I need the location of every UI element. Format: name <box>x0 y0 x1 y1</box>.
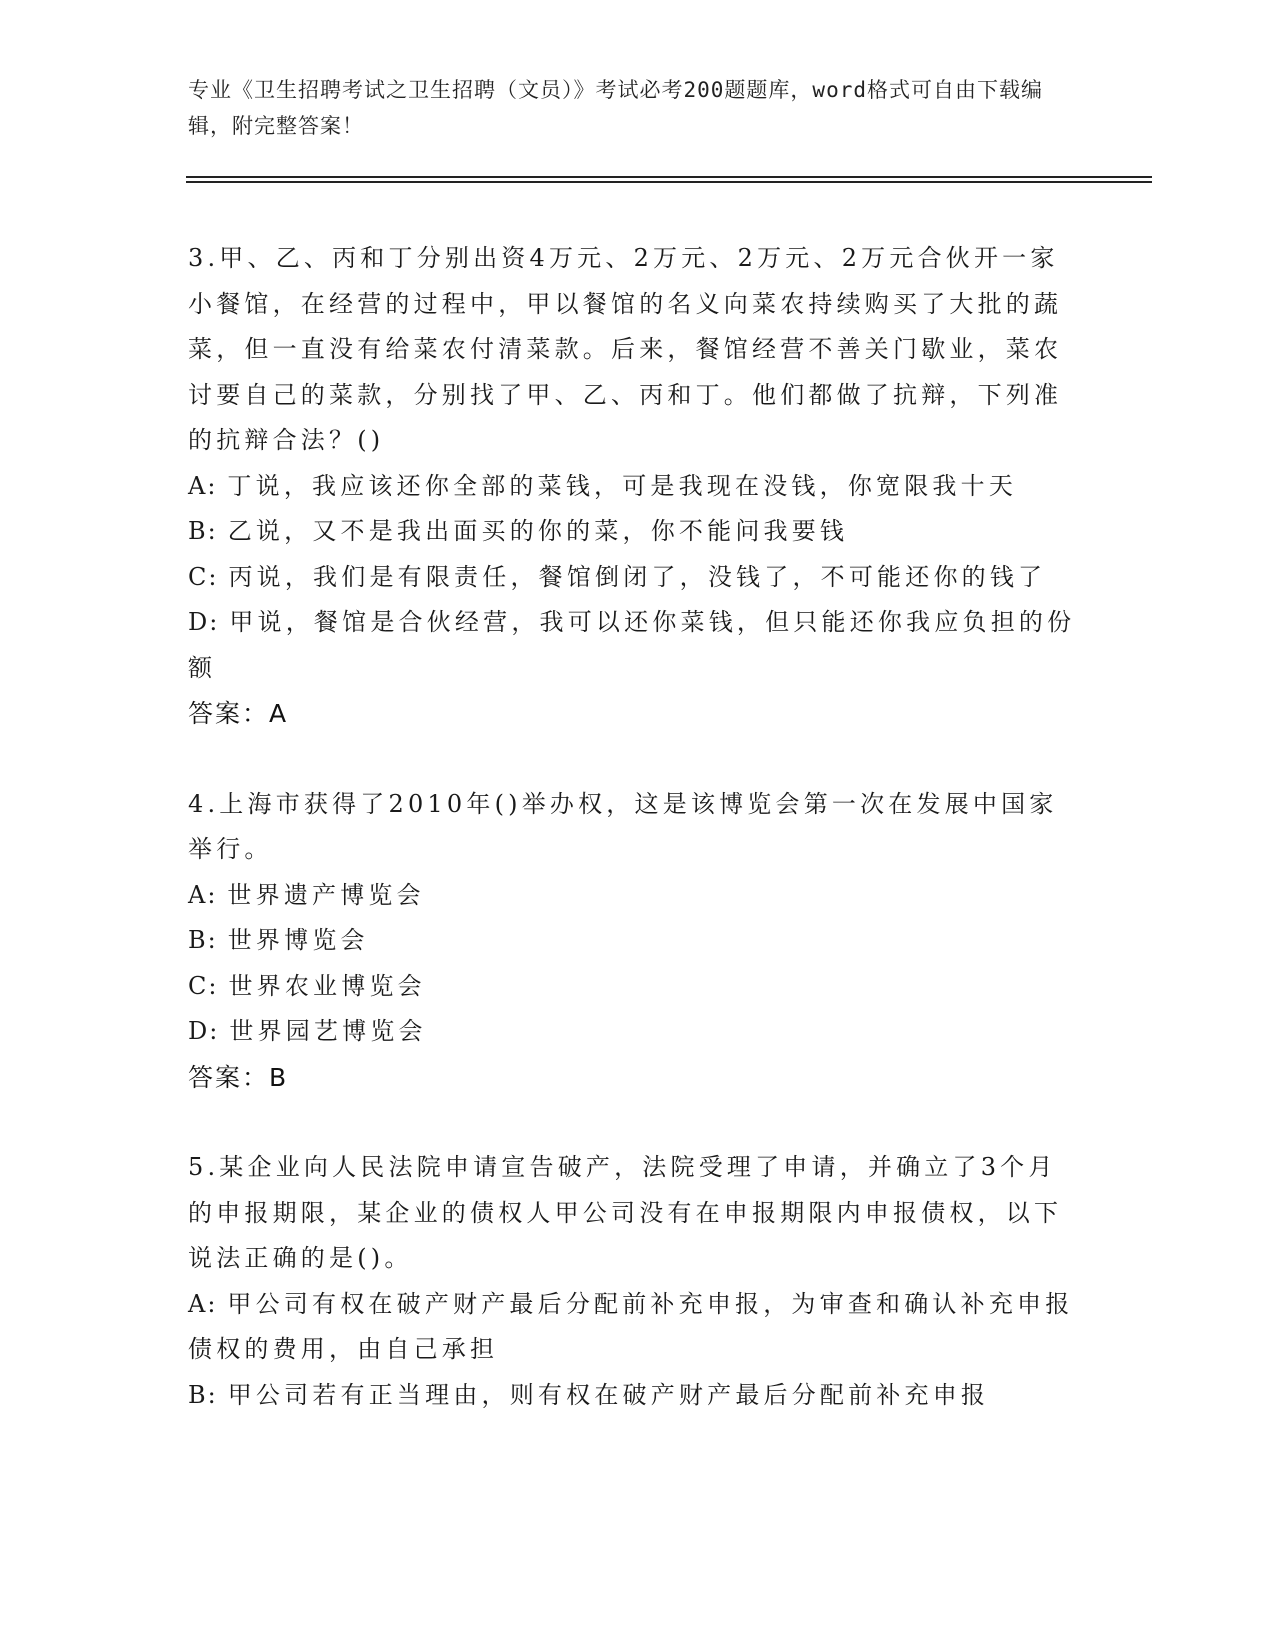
header-divider-top <box>186 176 1152 178</box>
question-item <box>188 782 1078 1101</box>
question-item <box>188 236 1078 737</box>
option-a <box>188 1282 1078 1373</box>
option-d <box>188 1009 1078 1055</box>
option-text: 世界园艺博览会 <box>229 1017 427 1045</box>
option-key: C: <box>188 971 219 1000</box>
question-text: 5.某企业向人民法院申请宣告破产，法院受理了申请，并确立了3个月的申报期限，某企业的债权人甲公司没有在申报期限内申报债权，以下说法正确的是()。 <box>188 1153 1063 1272</box>
option-text: 丁说，我应该还你全部的菜钱，可是我现在没钱，你宽限我十天 <box>227 471 1018 500</box>
option-key: A: <box>188 471 218 500</box>
option-text: 世界遗产博览会 <box>227 880 425 909</box>
option-text: 乙说，又不是我出面买的你的菜，你不能问我要钱 <box>227 517 849 545</box>
header-divider-bottom <box>186 181 1152 183</box>
option-c <box>188 964 1078 1010</box>
option-b <box>188 918 1078 964</box>
option-text: 世界博览会 <box>227 926 369 954</box>
option-key: D: <box>188 1017 220 1045</box>
question-item <box>188 1145 1078 1418</box>
option-key: D: <box>188 608 220 636</box>
option-d <box>188 600 1078 691</box>
document-header: 专业《卫生招聘考试之卫生招聘（文员）》考试必考200题题库，word格式可自由下载编辑，附完整答案！ <box>188 78 1043 138</box>
option-key: B: <box>188 517 218 545</box>
option-text: 世界农业博览会 <box>228 971 426 1000</box>
option-text: 甲说，餐馆是合伙经营，我可以还你菜钱，但只能还你我应负担的份额 <box>188 608 1076 682</box>
option-text: 丙说，我们是有限责任，餐馆倒闭了，没钱了，不可能还你的钱了 <box>228 562 1047 591</box>
option-key: B: <box>188 1380 218 1409</box>
option-c <box>188 555 1078 601</box>
option-key: C: <box>188 562 219 591</box>
question-text: 4.上海市获得了2010年()举办权，这是该博览会第一次在发展中国家举行。 <box>188 789 1058 863</box>
answer-line: 答案：B <box>188 1062 289 1092</box>
option-key: A: <box>188 1289 218 1318</box>
question-text: 3.甲、乙、丙和丁分别出资4万元、2万元、2万元、2万元合伙开一家小餐馆，在经营的过程中，甲以餐馆的名义向菜农持续购买了大批的蔬菜，但一直没有给菜农付清菜款。后来，餐馆经营不善关门歇业，菜农讨要自己的菜款，分别找了甲、乙、丙和丁。他们都做了抗辩，下列准的抗辩合法？() <box>188 244 1063 454</box>
option-a <box>188 873 1078 919</box>
option-a <box>188 464 1078 510</box>
option-key: B: <box>188 926 218 954</box>
option-key: A: <box>188 880 218 909</box>
option-text: 甲公司若有正当理由，则有权在破产财产最后分配前补充申报 <box>227 1380 990 1409</box>
answer-line: 答案：A <box>188 699 289 728</box>
option-b <box>188 1373 1078 1419</box>
option-text: 甲公司有权在破产财产最后分配前补充申报，为审查和确认补充申报债权的费用，由自己承担 <box>188 1289 1074 1363</box>
question-list <box>188 236 1078 1463</box>
option-b <box>188 509 1078 555</box>
